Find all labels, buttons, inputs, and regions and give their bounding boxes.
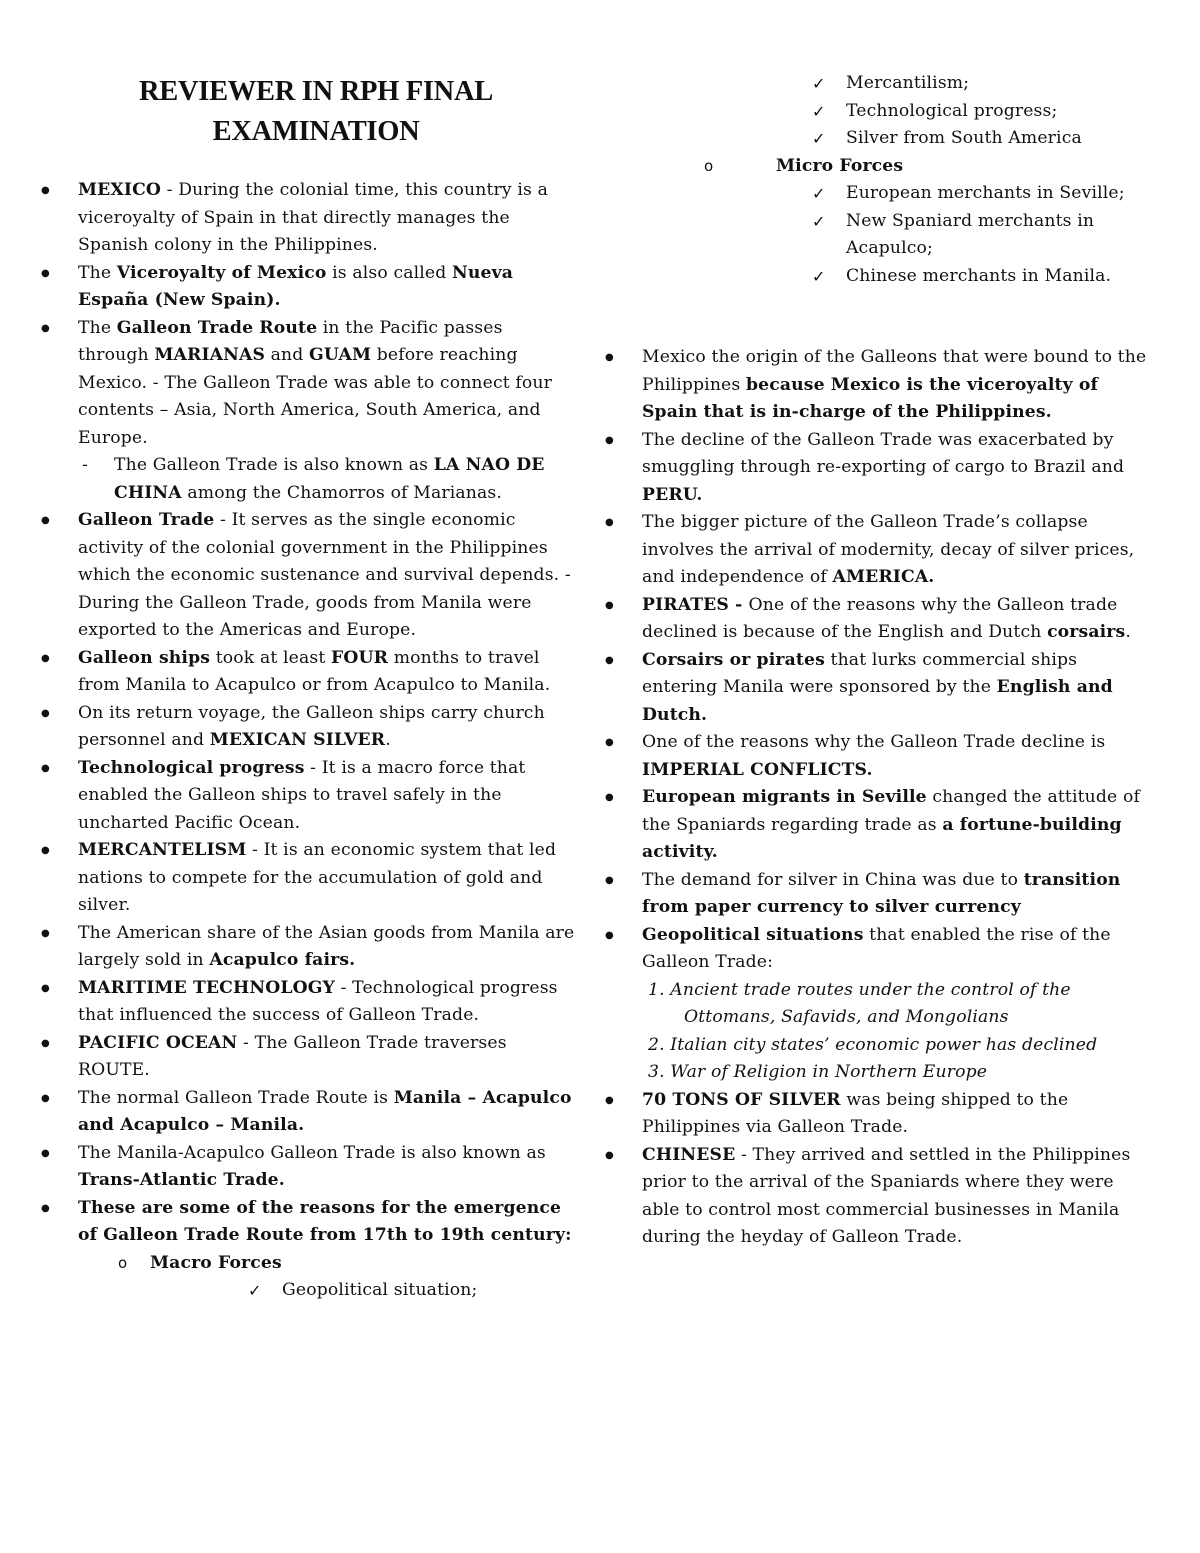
list-item: ● CHINESE - They arrived and settled in the Philippines prior to the arrival of the Spaniards where they were able to control most commercial businesses in Manila during the heyday of Galleon Trade.: [604, 1142, 1152, 1252]
checklist-item: ✓ Technological progress;: [604, 98, 1152, 126]
micro-forces-heading: o Micro Forces: [604, 153, 1152, 181]
numbered-item: 3. War of Religion in Northern Europe: [648, 1062, 988, 1082]
checklist-item: ✓ Mercantilism;: [604, 70, 1152, 98]
list-item: ● MEXICO - During the colonial time, this country is a viceroyalty of Spain in that directly manages the Spanish colony in the Philippines.: [40, 177, 578, 260]
macro-forces-heading: o Macro Forces: [40, 1250, 578, 1278]
list-item: ● The decline of the Galleon Trade was exacerbated by smuggling through re-exporting of cargo to Brazil and PERU.: [604, 427, 1152, 510]
list-item: ● Galleon Trade - It serves as the single economic activity of the colonial government in the Philippines which the economic sustenance and survival depends. - During the Galleon Trade, goods from Manila were exported to the Americas and Europe.: [40, 507, 578, 645]
list-item: ● The Viceroyalty of Mexico is also called Nueva España (New Spain).: [40, 260, 578, 315]
right-column: [604, 344, 1152, 1252]
checklist-item: ✓ New Spaniard merchants in Acapulco;: [604, 208, 1152, 263]
list-item: ● The bigger picture of the Galleon Trade’s collapse involves the arrival of modernity, decay of silver prices, and independence of AMERICA.: [604, 509, 1152, 592]
list-item: ● MARITIME TECHNOLOGY - Technological progress that influenced the success of Galleon Trade.: [40, 975, 578, 1030]
list-item: ● Geopolitical situations that enabled the rise of the Galleon Trade:: [604, 922, 1152, 977]
list-item: ● The normal Galleon Trade Route is Manila – Acapulco and Acapulco – Manila.: [40, 1085, 578, 1140]
numbered-item: 1. Ancient trade routes under the control of the Ottomans, Safavids, and Mongolians: [648, 979, 1071, 1027]
list-item: ● PIRATES - One of the reasons why the Galleon trade declined is because of the English and Dutch corsairs.: [604, 592, 1152, 647]
list-item: ● On its return voyage, the Galleon ships carry church personnel and MEXICAN SILVER.: [40, 700, 578, 755]
checklist-item: ✓ Chinese merchants in Manila.: [604, 263, 1152, 291]
list-item: ● The demand for silver in China was due to transition from paper currency to silver currency: [604, 867, 1152, 922]
page-title: REVIEWER IN RPH FINAL EXAMINATION: [139, 76, 493, 147]
checklist-item: ✓ European merchants in Seville;: [604, 180, 1152, 208]
list-item: ● Technological progress - It is a macro force that enabled the Galleon ships to travel safely in the uncharted Pacific Ocean.: [40, 755, 578, 838]
list-item: ● These are some of the reasons for the emergence of Galleon Trade Route from 17th to 19th century:: [40, 1195, 578, 1250]
list-item: ● MERCANTELISM - It is an economic system that led nations to compete for the accumulation of gold and silver.: [40, 837, 578, 920]
list-item: ● The Galleon Trade Route in the Pacific passes through MARIANAS and GUAM before reaching Mexico. - The Galleon Trade was able to connect four contents – Asia, North America, South America, and Europe.: [40, 315, 578, 453]
numbered-item: 2. Italian city states’ economic power has declined: [648, 1034, 1098, 1055]
right-column-top: [604, 70, 1152, 290]
list-item: ● 70 TONS OF SILVER was being shipped to the Philippines via Galleon Trade.: [604, 1087, 1152, 1142]
list-item: ● The American share of the Asian goods from Manila are largely sold in Acapulco fairs.: [40, 920, 578, 975]
list-item: ● Corsairs or pirates that lurks commercial ships entering Manila were sponsored by the English and Dutch.: [604, 647, 1152, 730]
list-item: ● PACIFIC OCEAN - The Galleon Trade traverses ROUTE.: [40, 1030, 578, 1085]
checklist-item: ✓ Silver from South America: [604, 125, 1152, 153]
list-item: ● One of the reasons why the Galleon Trade decline is IMPERIAL CONFLICTS.: [604, 729, 1152, 784]
list-item: ● The Manila-Acapulco Galleon Trade is also known as Trans-Atlantic Trade.: [40, 1140, 578, 1195]
list-item: ● Mexico the origin of the Galleons that were bound to the Philippines because Mexico is the viceroyalty of Spain that is in-charge of the Philippines.: [604, 344, 1152, 427]
checklist-item: ✓ Geopolitical situation;: [40, 1277, 578, 1305]
list-item: ● European migrants in Seville changed the attitude of the Spaniards regarding trade as a fortune-building activity.: [604, 784, 1152, 867]
sub-list-item: - The Galleon Trade is also known as LA NAO DE CHINA among the Chamorros of Marianas.: [40, 452, 578, 507]
list-item: ● Galleon ships took at least FOUR months to travel from Manila to Acapulco or from Acapulco to Manila.: [40, 645, 578, 700]
left-column: [40, 177, 578, 1305]
